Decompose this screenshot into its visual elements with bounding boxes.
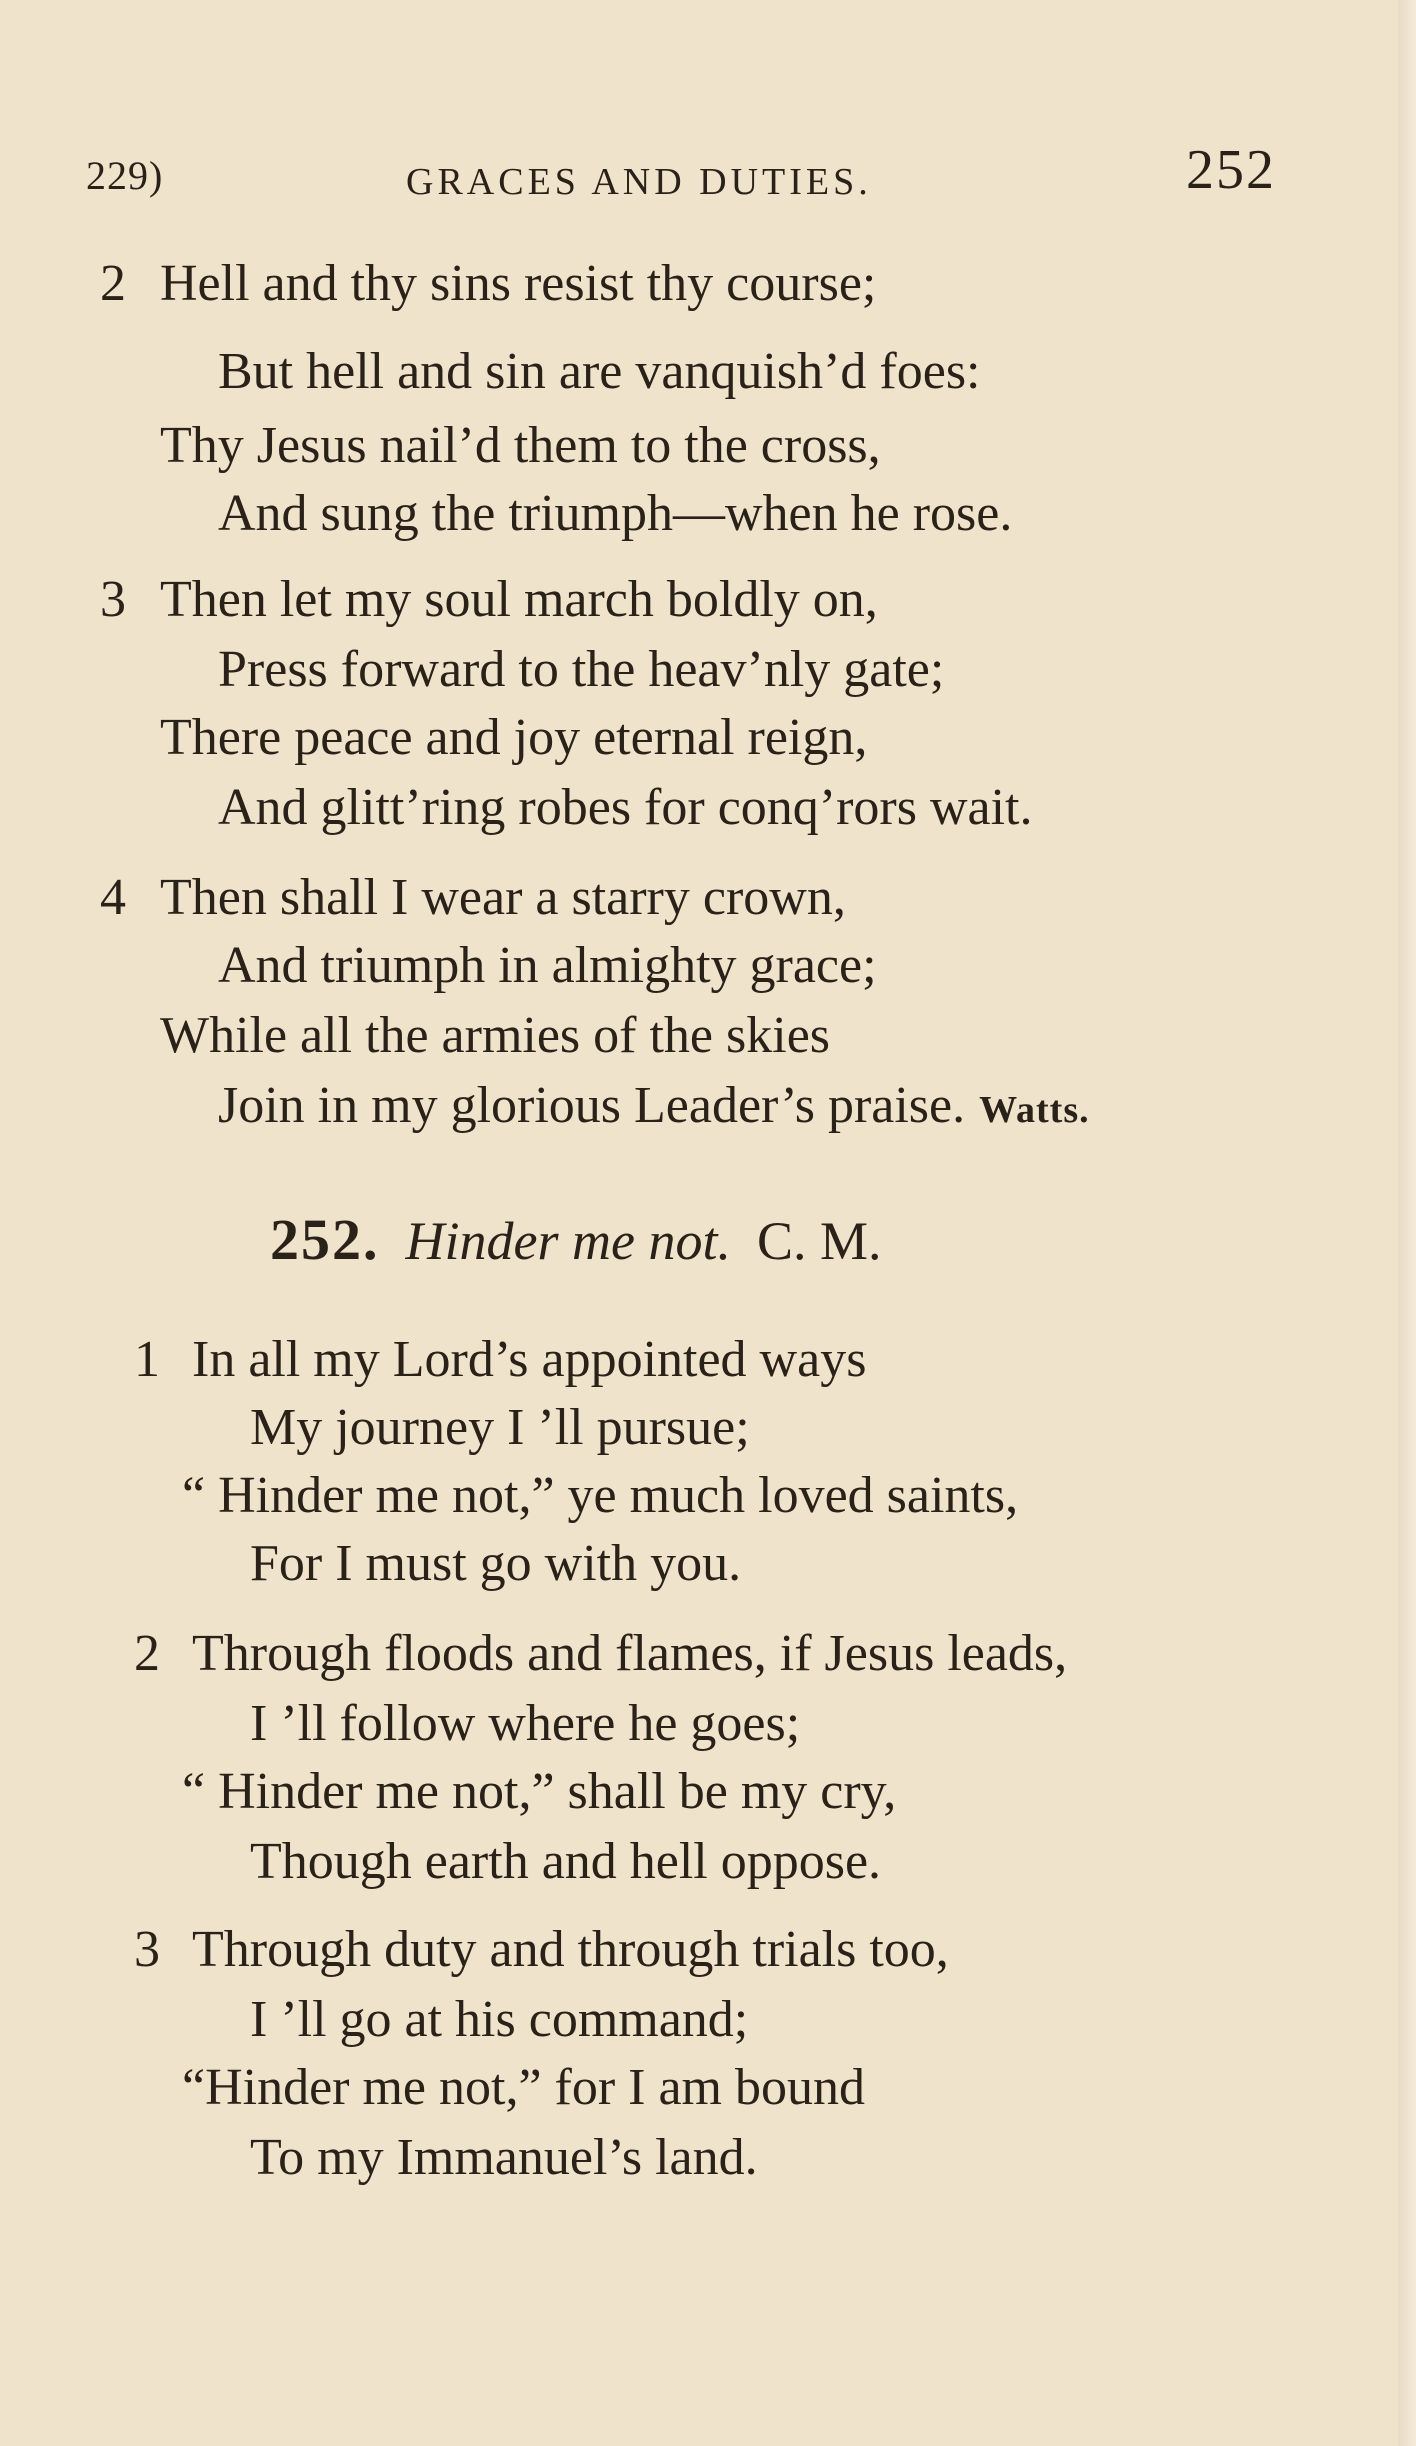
verse-line: Thy Jesus nail’d them to the cross, <box>160 417 881 474</box>
verse-line: “Hinder me not,” for I am bound <box>182 2059 866 2116</box>
page-edge <box>1398 0 1416 2446</box>
verse-line: While all the armies of the skies <box>160 1007 831 1064</box>
running-header <box>86 138 1276 218</box>
verse-line: I ’ll follow where he goes; <box>250 1695 801 1752</box>
header-section-title: GRACES AND DUTIES. <box>406 161 872 203</box>
author-attribution: Watts. <box>979 1089 1090 1131</box>
verse-line: “ Hinder me not,” ye much loved saints, <box>182 1467 1019 1524</box>
stanza-number: 3 <box>100 571 126 628</box>
stanza-number: 4 <box>100 869 126 926</box>
stanza-number: 1 <box>134 1331 160 1388</box>
verse-line: And sung the triumph—when he rose. <box>218 485 1013 542</box>
verse-line: And triumph in almighty grace; <box>218 937 877 994</box>
verse-line: There peace and joy eternal reign, <box>160 709 868 766</box>
verse-line: Then let my soul march boldly on, <box>160 571 878 628</box>
verse-line: But hell and sin are vanquish’d foes: <box>218 343 981 400</box>
hymn-number: 252. <box>270 1207 380 1272</box>
verse-line: Then shall I wear a starry crown, <box>160 869 846 926</box>
verse-line: My journey I ’ll pursue; <box>250 1399 750 1456</box>
verse-line: Through floods and flames, if Jesus leads, <box>192 1625 1068 1682</box>
hymn-title: Hinder me not. <box>405 1211 731 1271</box>
verse-line <box>218 1076 1090 1140</box>
header-page-number: 252 <box>1186 139 1276 201</box>
hymn-heading <box>270 1206 882 1273</box>
stanza-number: 2 <box>100 255 126 312</box>
verse-line: Press forward to the heav’nly gate; <box>218 641 945 698</box>
verse-line: And glitt’ring robes for conq’rors wait. <box>218 779 1033 836</box>
verse-line: “ Hinder me not,” shall be my cry, <box>182 1763 897 1820</box>
verse-line-text: Join in my glorious Leader’s praise. <box>218 1077 966 1134</box>
verse-line: To my Immanuel’s land. <box>250 2129 758 2186</box>
header-hymn-range: 229) <box>86 153 164 198</box>
verse-line: Through duty and through trials too, <box>192 1921 949 1978</box>
stanza-number: 3 <box>134 1921 160 1978</box>
verse-line: For I must go with you. <box>250 1535 742 1592</box>
stanza-number: 2 <box>134 1625 160 1682</box>
verse-line: Hell and thy sins resist thy course; <box>160 255 877 312</box>
verse-line: I ’ll go at his command; <box>250 1991 749 2048</box>
verse-line: Though earth and hell oppose. <box>250 1833 882 1890</box>
verse-line: In all my Lord’s appointed ways <box>192 1331 867 1388</box>
hymn-meter: C. M. <box>756 1211 882 1271</box>
